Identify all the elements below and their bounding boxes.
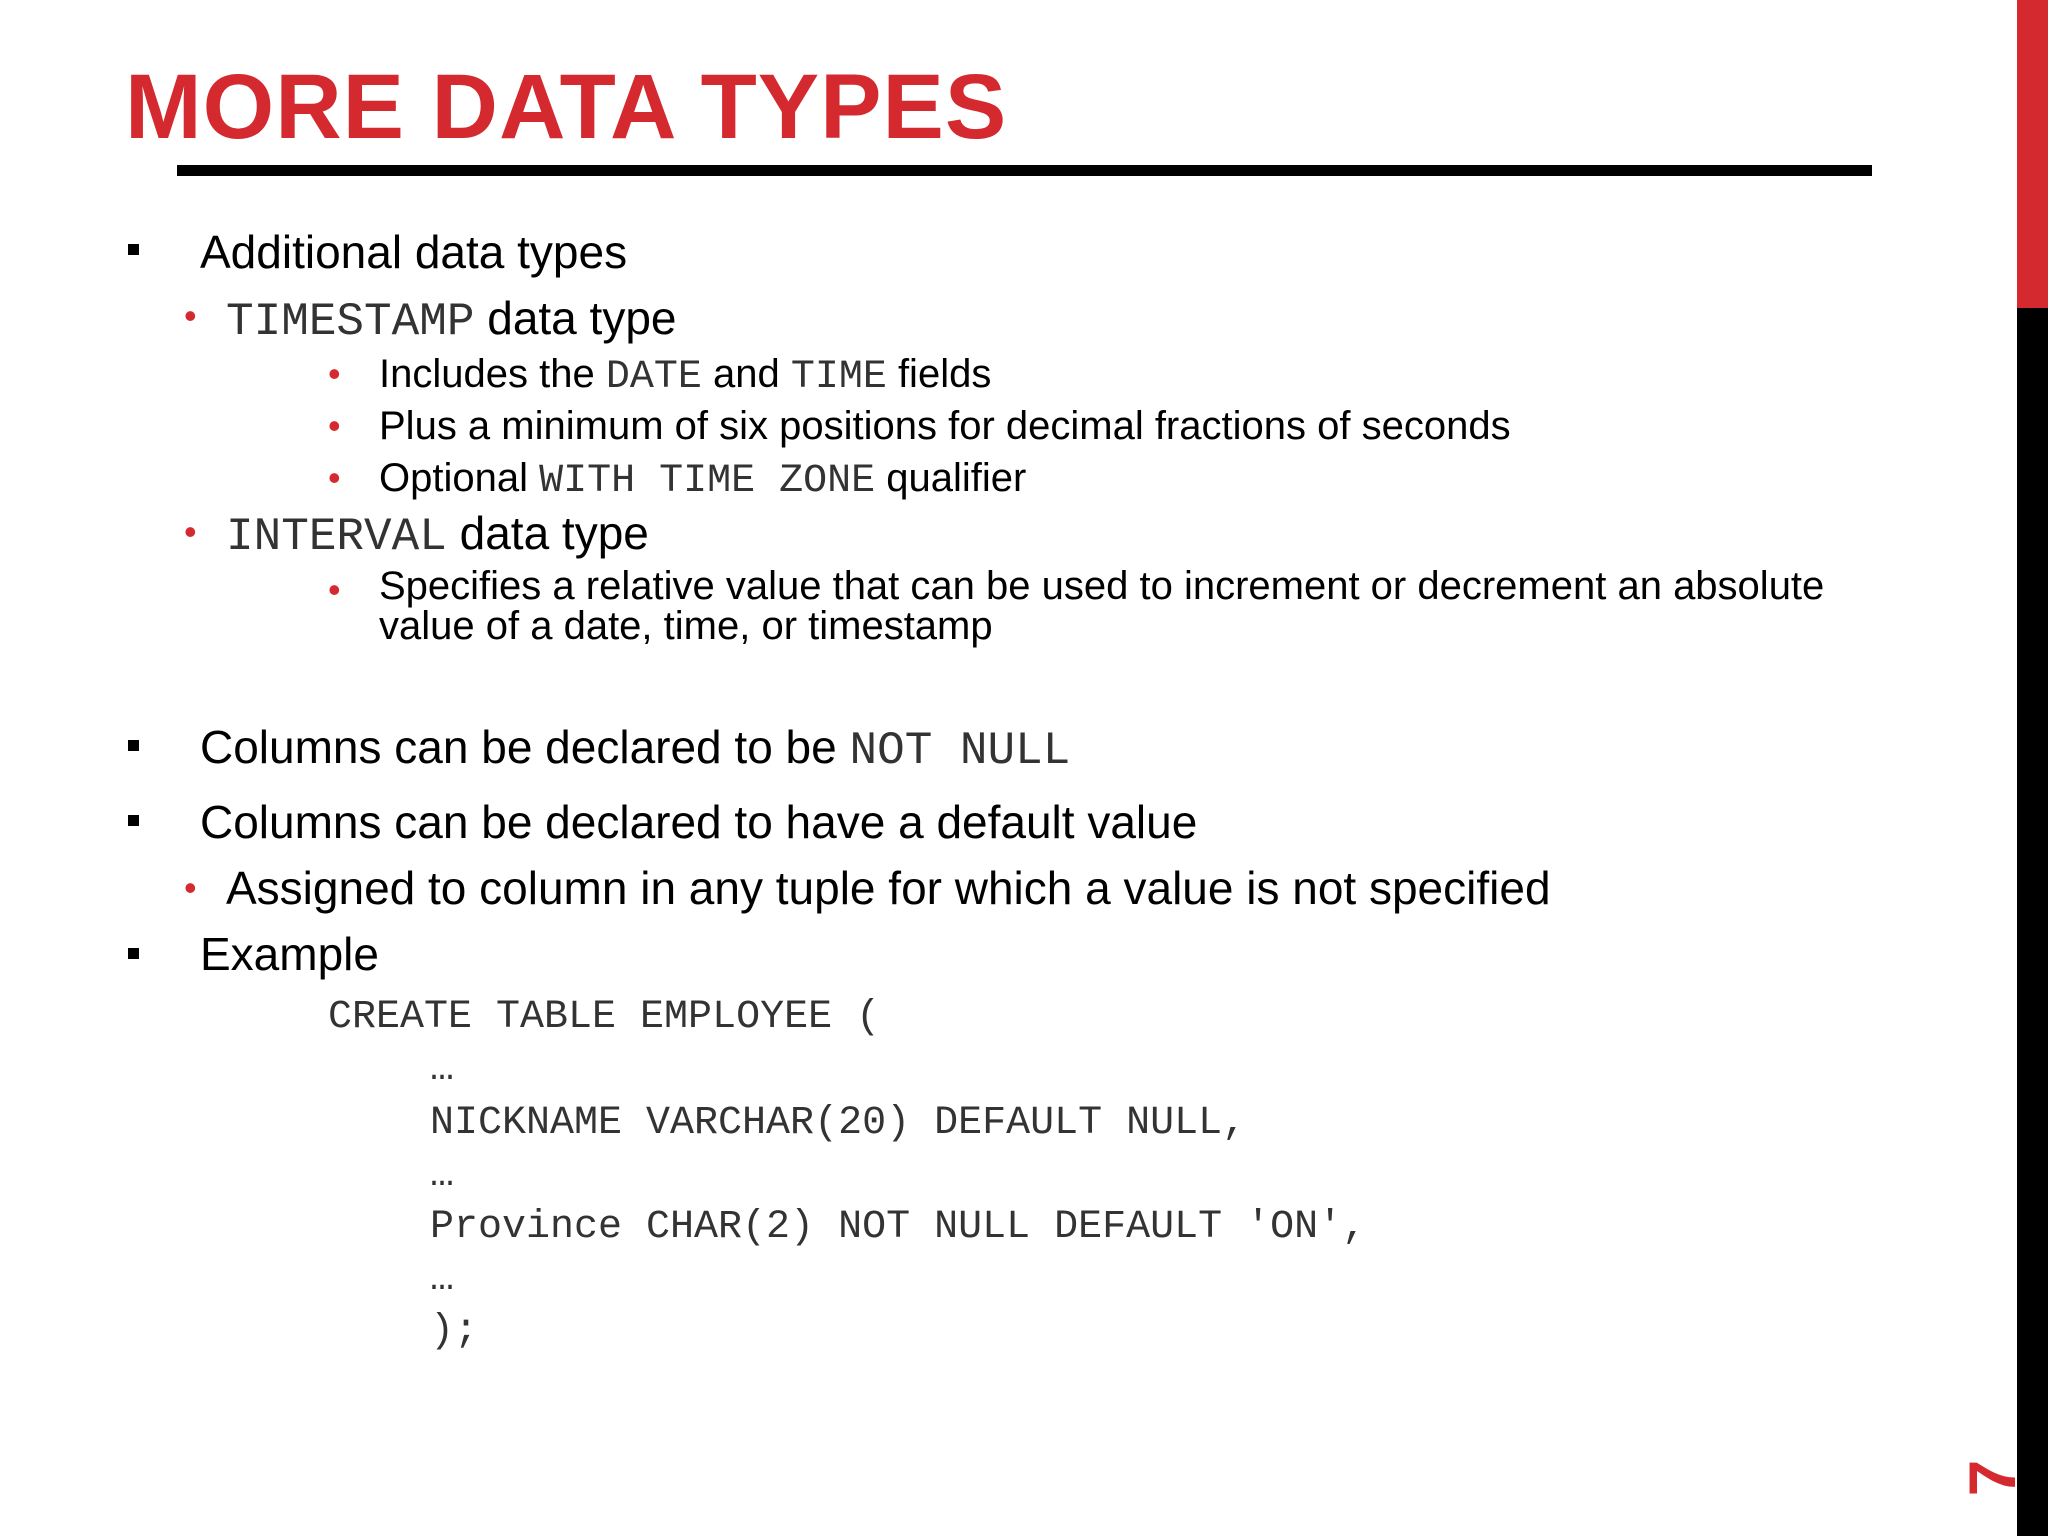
code-date: DATE — [605, 355, 702, 400]
bullet-additional-data-types: Additional data types — [200, 226, 628, 278]
text-qualifier: qualifier — [875, 456, 1027, 500]
square-bullet-icon — [128, 740, 139, 751]
bullet-timestamp-text: data type — [474, 292, 677, 344]
code-line-nickname: NICKNAME VARCHAR(20) DEFAULT NULL, — [430, 1101, 1247, 1146]
title-underline — [177, 165, 1872, 176]
slide-title: MORE DATA TYPES — [125, 56, 1008, 158]
code-not-null: NOT NULL — [849, 725, 1071, 777]
code-line-create-table: CREATE TABLE EMPLOYEE ( — [328, 995, 881, 1040]
code-interval: INTERVAL — [226, 511, 447, 563]
bullet-includes-date-time — [379, 352, 991, 400]
page-number: 7 — [1955, 1459, 2029, 1497]
square-bullet-icon — [128, 244, 139, 255]
text-and: and — [701, 352, 791, 396]
red-dot-bullet-icon: • — [184, 295, 197, 336]
red-dot-bullet-icon: • — [184, 511, 197, 552]
bullet-interval — [226, 505, 649, 565]
red-dot-bullet-icon: • — [328, 569, 341, 610]
red-dot-bullet-icon: • — [328, 457, 341, 498]
code-line-close-paren: ); — [430, 1309, 479, 1354]
square-bullet-icon — [128, 948, 139, 959]
text-includes-the: Includes the — [379, 352, 606, 396]
text-optional: Optional — [379, 456, 540, 500]
side-accent-bar-black — [2017, 308, 2048, 1536]
code-line-ellipsis: … — [430, 1257, 455, 1302]
text-columns-declared-not-null: Columns can be declared to be — [200, 721, 850, 773]
bullet-six-positions: Plus a minimum of six positions for decimal fractions of seconds — [379, 404, 1511, 448]
bullet-default-value: Columns can be declared to have a default value — [200, 796, 1198, 848]
bullet-example: Example — [200, 928, 379, 980]
bullet-with-time-zone — [379, 456, 1026, 504]
code-time: TIME — [790, 355, 887, 400]
bullet-interval-description-line2: value of a date, time, or timestamp — [379, 604, 993, 648]
red-dot-bullet-icon: • — [184, 867, 197, 908]
text-fields: fields — [886, 352, 992, 396]
red-dot-bullet-icon: • — [328, 405, 341, 446]
bullet-interval-text: data type — [446, 507, 649, 559]
side-accent-bar-red — [2017, 0, 2048, 308]
code-line-province: Province CHAR(2) NOT NULL DEFAULT 'ON', — [430, 1205, 1367, 1250]
code-line-ellipsis: … — [430, 1153, 455, 1198]
code-with-time-zone: WITH TIME ZONE — [539, 459, 876, 504]
code-timestamp: TIMESTAMP — [226, 296, 475, 348]
square-bullet-icon — [128, 815, 139, 826]
red-dot-bullet-icon: • — [328, 353, 341, 394]
code-line-ellipsis: … — [430, 1047, 455, 1092]
bullet-not-null — [200, 719, 1070, 779]
bullet-timestamp — [226, 290, 677, 350]
bullet-default-assigned: Assigned to column in any tuple for which a value is not specified — [226, 862, 1551, 914]
bullet-interval-description-line1: Specifies a relative value that can be used to increment or decrement an absolute — [379, 564, 1825, 608]
